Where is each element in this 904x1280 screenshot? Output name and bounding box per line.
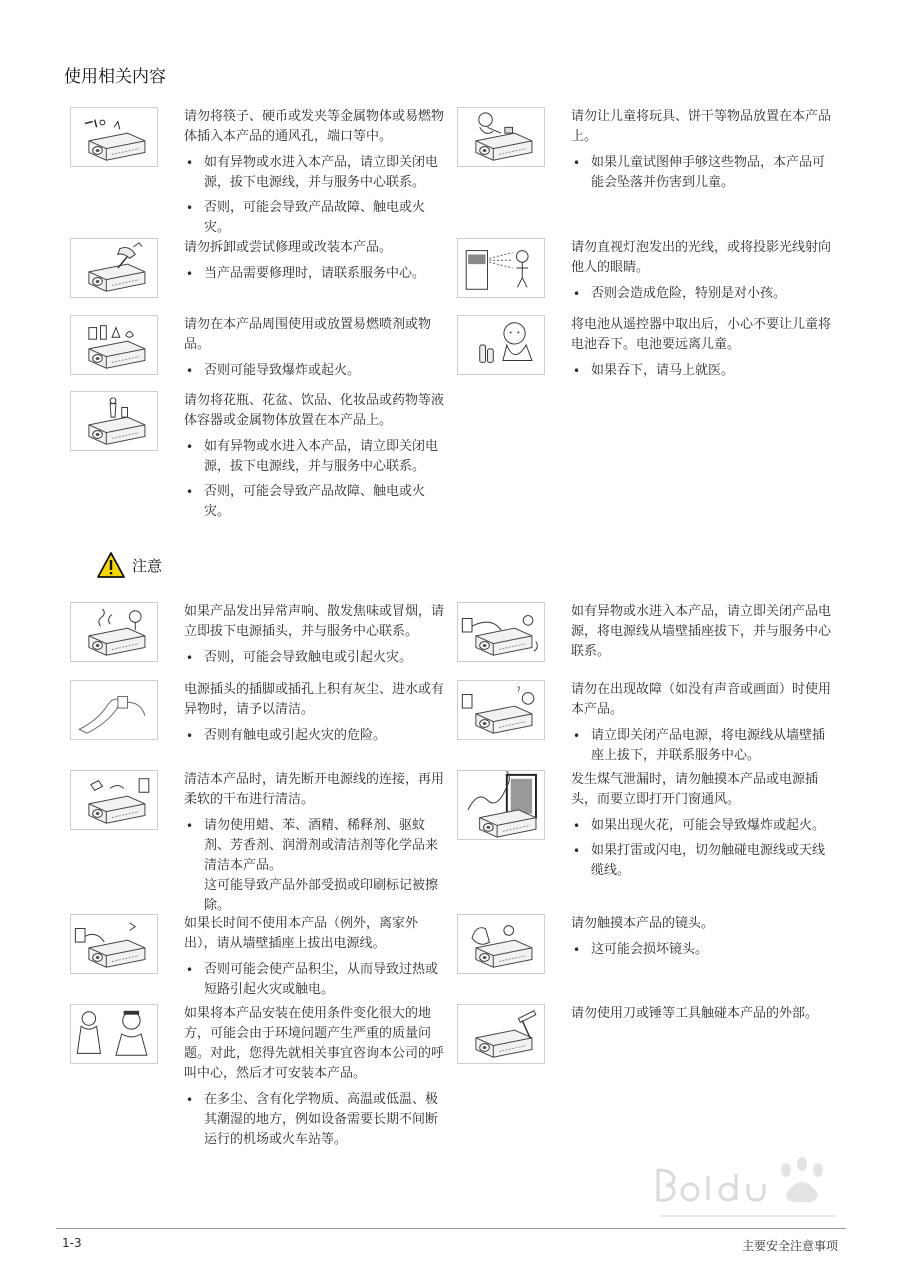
item-bullet: • 如有异物或水进入本产品，请立即关闭电源，拔下电源线，并与服务中心联系。: [184, 153, 446, 193]
illustration-child-battery: [457, 315, 545, 375]
footer-title: 主要安全注意事项: [741, 1239, 838, 1253]
illustration-cleaning: [70, 770, 158, 830]
item-lead-text: 将电池从遥控器中取出后，小心不要让儿童将电池吞下。电池要远离儿童。: [571, 317, 832, 352]
illustration-knife-hammer: [457, 1004, 545, 1064]
item-lead-text: 如有异物或水进入本产品，请立即关闭产品电源，将电源线从墙壁插座拔下，并与服务中心联系。: [571, 604, 832, 659]
item-lead-text: 请勿使用刀或锤等工具触碰本产品的外部。: [571, 1006, 819, 1021]
item-bullet: • 如果吞下，请马上就医。: [571, 361, 833, 381]
item-bullet: • 否则，可能会导致产品故障、触电或火灾。: [184, 482, 446, 522]
caution-heading: [96, 551, 162, 579]
illustration-gas-leak: [457, 770, 545, 840]
section-title: 使用相关内容: [64, 67, 166, 87]
item-bullet: • 当产品需要修理时，请联系服务中心。: [184, 264, 446, 284]
item-lead-text: 电源插头的插脚或插孔上积有灰尘、进水或有异物时，请予以清洁。: [184, 682, 445, 717]
item-bullet: • 如果打雷或闪电，切勿触碰电源线或天线缆线。: [571, 841, 833, 881]
item-bullet: • 否则会造成危险，特别是对小孩。: [571, 284, 833, 304]
page-number: 1-3: [62, 1236, 82, 1250]
warning-triangle-icon: [96, 551, 126, 579]
item-bullet: • 这可能会损坏镜头。: [571, 940, 833, 960]
item-bullet: • 如果出现火花，可能会导致爆炸或起火。: [571, 816, 833, 836]
illustration-smoke-noise: [70, 602, 158, 662]
illustration-stare-at-light: [457, 238, 545, 298]
item-bullet: • 如果儿童试图伸手够这些物品，本产品可能会坠落并伤害到儿童。: [571, 153, 833, 193]
caution-label: 注意: [132, 556, 163, 575]
item-bullet: [184, 816, 446, 916]
illustration-unplug-long-unused: [70, 914, 158, 974]
watermark-logo: [650, 1150, 850, 1230]
item-bullet-text: • 请勿使用蜡、苯、酒精、稀释剂、驱蚊剂、芳香剂、润滑剂或清洁剂等化学品来清洁本产品。: [204, 818, 439, 873]
illustration-clean-plug: [70, 680, 158, 740]
item-bullet: • 否则有触电或引起火灾的危险。: [184, 726, 446, 746]
item-lead-text: 请勿在出现故障（如没有声音或画面）时使用本产品。: [571, 682, 832, 717]
item-lead-text: 请勿直视灯泡发出的光线，或将投影光线射向他人的眼睛。: [571, 240, 832, 275]
item-lead-text: 请勿将筷子、硬币或发夹等金属物体或易燃物体插入本产品的通风孔，端口等中。: [184, 109, 445, 144]
illustration-touch-lens: [457, 914, 545, 974]
illustration-metal-objects-vent: [70, 107, 158, 167]
item-lead-text: 清洁本产品时，请先断开电源线的连接，再用柔软的干布进行清洁。: [184, 772, 445, 807]
footer-divider: [56, 1228, 846, 1229]
item-lead-text: 如果产品发出异常声响、散发焦味或冒烟，请立即拔下电源插头，并与服务中心联系。: [184, 604, 445, 639]
item-bullet: • 如有异物或水进入本产品，请立即关闭电源，拔下电源线，并与服务中心联系。: [184, 437, 446, 477]
svg-text:?: ?: [516, 685, 521, 695]
illustration-malfunction: [457, 680, 545, 740]
item-bullet: • 否则，可能会导致触电或引起火灾。: [184, 648, 446, 668]
item-bullet: • 否则可能会使产品积尘，从而导致过热或短路引起火灾或触电。: [184, 960, 446, 1000]
item-lead-text: 请勿触摸本产品的镜头。: [571, 916, 715, 931]
item-bullet: • 在多尘、含有化学物质、高温或低温、极其潮湿的地方，例如设备需要长期不间断运行的机场或火车站等。: [184, 1090, 446, 1150]
item-lead-text: 请勿拆卸或尝试修理或改装本产品。: [184, 240, 393, 255]
item-lead-text: 请勿在本产品周围使用或放置易燃喷剂或物品。: [184, 317, 432, 352]
item-lead-text: 发生煤气泄漏时，请勿触摸本产品或电源插头，而要立即打开门窗通风。: [571, 772, 819, 807]
illustration-liquid-containers: [70, 391, 158, 451]
illustration-flammable-spray: [70, 315, 158, 375]
item-bullet-note: 这可能导致产品外部受损或印刷标记被擦除。: [204, 878, 439, 913]
item-bullet: • 否则，可能会导致产品故障、触电或火灾。: [184, 198, 446, 238]
illustration-disassemble: [70, 238, 158, 298]
illustration-consult-call-center: [70, 1004, 158, 1064]
item-lead-text: 如果长时间不使用本产品（例外，离家外出），请从墙壁插座上拔出电源线。: [184, 916, 419, 951]
item-lead-text: 如果将本产品安装在使用条件变化很大的地方，可能会由于环境问题产生严重的质量问题。对此，您得先就相关事宜咨询本公司的呼叫中心，然后才可安装本产品。: [184, 1006, 445, 1081]
item-bullet: • 请立即关闭产品电源，将电源线从墙壁插座上拔下，并联系服务中心。: [571, 726, 833, 766]
item-lead-text: 请勿将花瓶、花盆、饮品、化妆品或药物等液体容器或金属物体放置在本产品上。: [184, 393, 445, 428]
item-bullet: • 否则可能导致爆炸或起火。: [184, 361, 446, 381]
illustration-unplug-wall: [457, 602, 545, 662]
item-lead-text: 请勿让儿童将玩具、饼干等物品放置在本产品上。: [571, 109, 832, 144]
illustration-child-objects-on-product: [457, 107, 545, 167]
